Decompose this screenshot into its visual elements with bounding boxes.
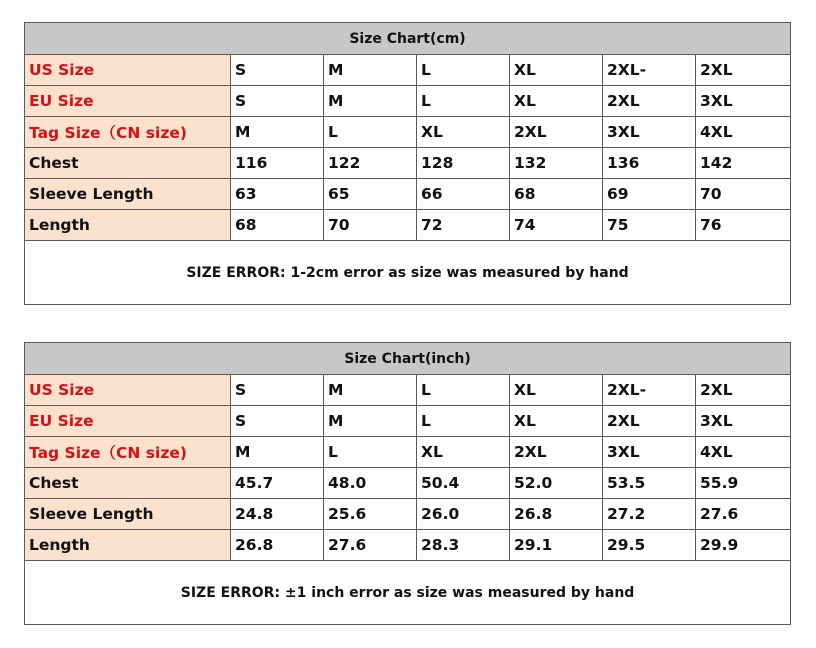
table-cell: 3XL — [696, 406, 791, 437]
table-row-chest — [25, 468, 791, 499]
table-cell: 68 — [510, 179, 603, 210]
table-cell: 27.2 — [603, 499, 696, 530]
table-cell: 4XL — [696, 117, 791, 148]
table-note-row — [25, 241, 791, 305]
table-row-us-size — [25, 55, 791, 86]
row-label: Chest — [25, 468, 231, 499]
table-cell: L — [324, 117, 417, 148]
table-cell: 2XL- — [603, 55, 696, 86]
row-label: Length — [25, 530, 231, 561]
row-label: EU Size — [25, 86, 231, 117]
chart-title: Size Chart(cm) — [25, 23, 791, 55]
table-row-chest — [25, 148, 791, 179]
table-cell: S — [231, 55, 324, 86]
size-chart-cm — [24, 22, 790, 305]
table-cell: 26.8 — [510, 499, 603, 530]
table-cell: 53.5 — [603, 468, 696, 499]
table-cell: 25.6 — [324, 499, 417, 530]
table-row-eu-size — [25, 406, 791, 437]
table-cell: 26.0 — [417, 499, 510, 530]
table-cell: 3XL — [603, 117, 696, 148]
table-cell: 132 — [510, 148, 603, 179]
table-cell: 2XL — [603, 406, 696, 437]
table-cell: 50.4 — [417, 468, 510, 499]
table-cell: 69 — [603, 179, 696, 210]
table-cell: L — [417, 406, 510, 437]
table-title-row — [25, 343, 791, 375]
table-cell: 75 — [603, 210, 696, 241]
size-table — [24, 342, 791, 625]
row-label: Length — [25, 210, 231, 241]
table-cell: M — [324, 86, 417, 117]
table-row-tag-size-cn-size — [25, 117, 791, 148]
table-cell: XL — [510, 375, 603, 406]
row-label: Sleeve Length — [25, 499, 231, 530]
table-cell: 66 — [417, 179, 510, 210]
table-cell: 28.3 — [417, 530, 510, 561]
table-cell: 128 — [417, 148, 510, 179]
table-cell: L — [417, 86, 510, 117]
table-cell: 63 — [231, 179, 324, 210]
table-cell: XL — [417, 437, 510, 468]
table-row-tag-size-cn-size — [25, 437, 791, 468]
table-cell: 2XL — [696, 55, 791, 86]
table-cell: 3XL — [696, 86, 791, 117]
table-cell: 76 — [696, 210, 791, 241]
table-title-row — [25, 23, 791, 55]
table-row-length — [25, 210, 791, 241]
row-label: Tag Size（CN size) — [25, 437, 231, 468]
row-label: Sleeve Length — [25, 179, 231, 210]
size-error-note: SIZE ERROR: ±1 inch error as size was measured by hand — [25, 561, 791, 625]
table-cell: 48.0 — [324, 468, 417, 499]
table-cell: 116 — [231, 148, 324, 179]
table-cell: 70 — [324, 210, 417, 241]
table-cell: 29.5 — [603, 530, 696, 561]
table-row-us-size — [25, 375, 791, 406]
table-cell: 3XL — [603, 437, 696, 468]
row-label: US Size — [25, 55, 231, 86]
table-cell: 122 — [324, 148, 417, 179]
row-label: EU Size — [25, 406, 231, 437]
table-cell: 2XL — [696, 375, 791, 406]
table-cell: 45.7 — [231, 468, 324, 499]
size-error-note: SIZE ERROR: 1-2cm error as size was measured by hand — [25, 241, 791, 305]
table-cell: 2XL — [510, 437, 603, 468]
table-cell: XL — [510, 86, 603, 117]
table-cell: M — [231, 437, 324, 468]
table-row-length — [25, 530, 791, 561]
table-cell: 136 — [603, 148, 696, 179]
table-cell: 2XL — [603, 86, 696, 117]
table-cell: 26.8 — [231, 530, 324, 561]
table-cell: 24.8 — [231, 499, 324, 530]
table-cell: L — [324, 437, 417, 468]
table-cell: 70 — [696, 179, 791, 210]
table-note-row — [25, 561, 791, 625]
table-cell: M — [324, 375, 417, 406]
row-label: US Size — [25, 375, 231, 406]
table-cell: 68 — [231, 210, 324, 241]
table-row-sleeve-length — [25, 499, 791, 530]
table-cell: 2XL- — [603, 375, 696, 406]
table-cell: XL — [510, 55, 603, 86]
table-cell: L — [417, 375, 510, 406]
table-cell: XL — [510, 406, 603, 437]
row-label: Chest — [25, 148, 231, 179]
table-cell: M — [231, 117, 324, 148]
table-cell: 27.6 — [324, 530, 417, 561]
table-row-eu-size — [25, 86, 791, 117]
table-cell: 27.6 — [696, 499, 791, 530]
table-cell: XL — [417, 117, 510, 148]
size-chart-inch — [24, 342, 790, 625]
size-table — [24, 22, 791, 305]
table-cell: 2XL — [510, 117, 603, 148]
table-cell: 29.9 — [696, 530, 791, 561]
chart-title: Size Chart(inch) — [25, 343, 791, 375]
table-cell: L — [417, 55, 510, 86]
table-cell: 29.1 — [510, 530, 603, 561]
table-cell: S — [231, 86, 324, 117]
table-cell: S — [231, 375, 324, 406]
table-cell: 72 — [417, 210, 510, 241]
table-cell: 142 — [696, 148, 791, 179]
table-cell: 4XL — [696, 437, 791, 468]
table-cell: M — [324, 406, 417, 437]
row-label: Tag Size（CN size) — [25, 117, 231, 148]
table-cell: 52.0 — [510, 468, 603, 499]
table-cell: 55.9 — [696, 468, 791, 499]
table-cell: M — [324, 55, 417, 86]
table-cell: S — [231, 406, 324, 437]
table-row-sleeve-length — [25, 179, 791, 210]
table-cell: 74 — [510, 210, 603, 241]
table-cell: 65 — [324, 179, 417, 210]
